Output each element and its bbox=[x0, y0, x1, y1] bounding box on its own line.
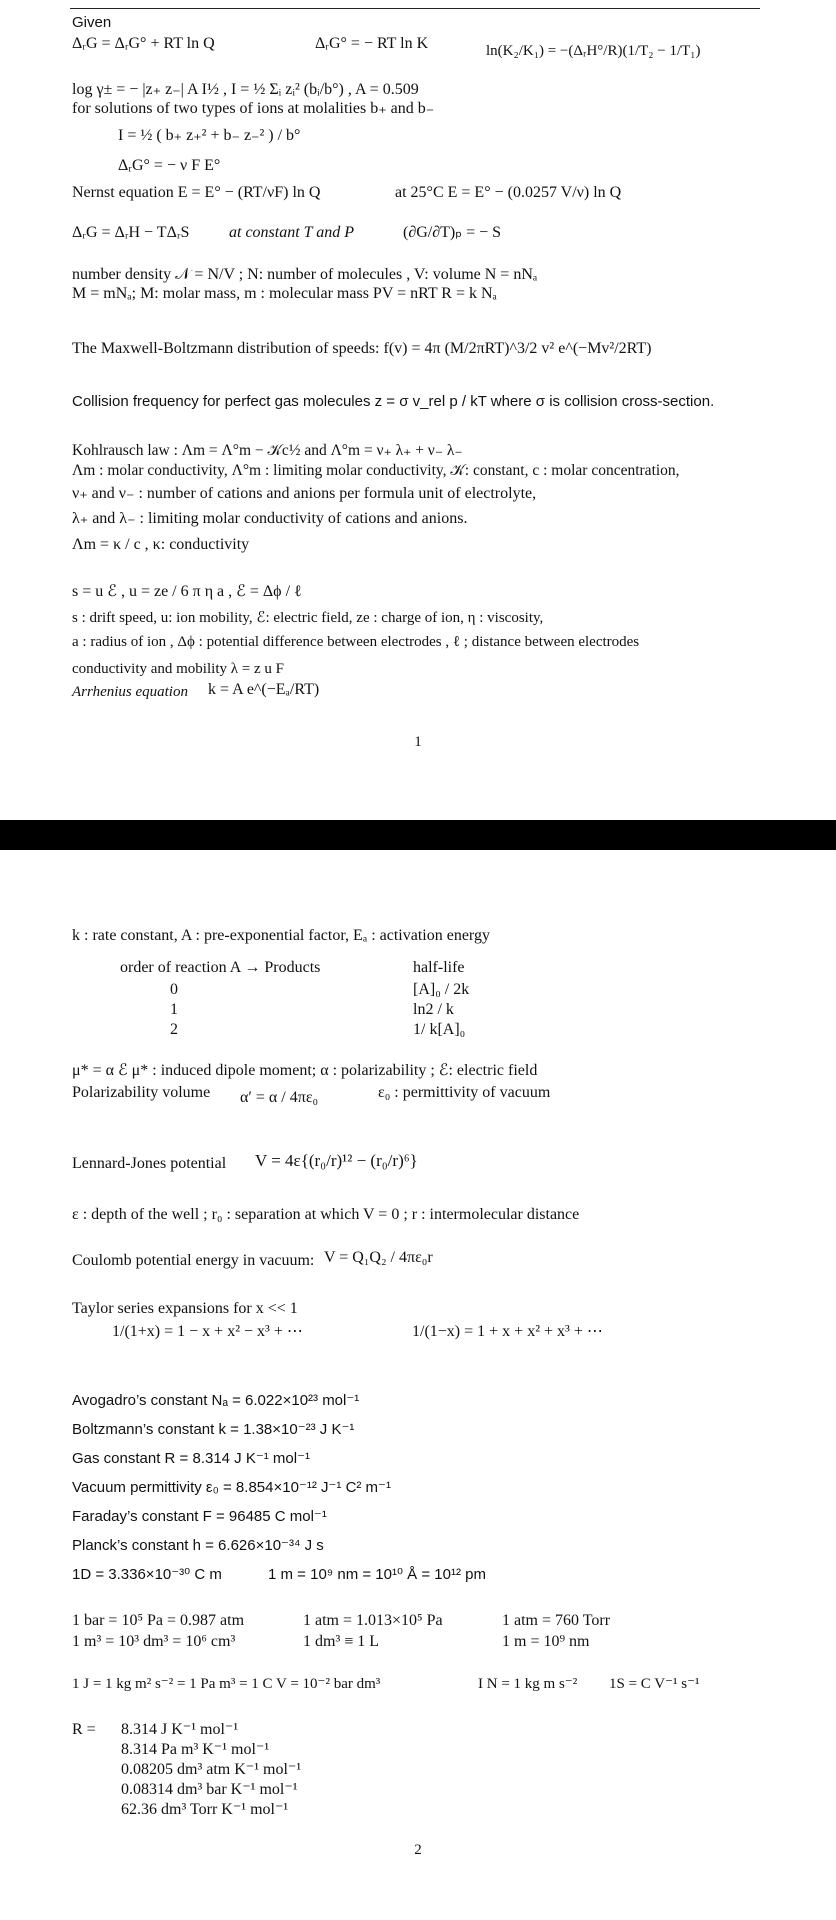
lennard-jones-definitions: ε : depth of the well ; r₀ : separation at which V = 0 ; r : intermolecular distance bbox=[72, 1206, 580, 1223]
gas-constant-label: R = bbox=[72, 1721, 96, 1738]
ion-radius-definitions: a : radius of ion , Δϕ : potential difference between electrodes , ℓ ; distance between electrodes bbox=[72, 634, 640, 650]
gibbs-enthalpy-entropy: ΔᵣG = ΔᵣH − TΔᵣS bbox=[72, 224, 190, 241]
gibbs-emf-equation: ΔᵣG° = − ν F E° bbox=[118, 157, 221, 174]
half-life-value: ln2 / k bbox=[413, 1001, 454, 1018]
half-life-value: [A]₀ / 2k bbox=[413, 981, 470, 998]
constant-line: Avogadro’s constant Nₐ = 6.022×10²³ mol⁻¹ bbox=[72, 1392, 360, 1409]
nernst-25c-equation: at 25°C E = E° − (0.0257 V/ν) ln Q bbox=[395, 184, 622, 201]
constant-line: Planck’s constant h = 6.626×10⁻³⁴ J s bbox=[72, 1537, 324, 1554]
page-1 bbox=[0, 0, 836, 820]
atm-pa-conversion: 1 atm = 1.013×10⁵ Pa bbox=[303, 1612, 443, 1629]
gas-constant-value: 8.314 J K⁻¹ mol⁻¹ bbox=[121, 1721, 239, 1738]
constant-line: Vacuum permittivity ε₀ = 8.854×10⁻¹² J⁻¹ C² m⁻¹ bbox=[72, 1479, 391, 1496]
order-value: 2 bbox=[170, 1021, 178, 1038]
gibbs-equation: ΔᵣG = ΔᵣG° + RT ln Q bbox=[72, 35, 215, 52]
coulomb-label: Coulomb potential energy in vacuum: bbox=[72, 1252, 315, 1269]
order-value: 0 bbox=[170, 981, 178, 998]
molar-mass-line: M = mNₐ; M: molar mass, m : molecular mass PV = nRT R = k Nₐ bbox=[72, 285, 497, 302]
constant-tp-text: at constant T and P bbox=[229, 224, 355, 241]
arrhenius-label: Arrhenius equation bbox=[72, 684, 188, 700]
half-life-value: 1/ k[A]₀ bbox=[413, 1021, 466, 1038]
taylor-series-heading: Taylor series expansions for x << 1 bbox=[72, 1300, 298, 1317]
metre-conversion-line: 1 m = 10⁹ nm = 10¹⁰ Å = 10¹² pm bbox=[268, 1566, 486, 1583]
atm-torr-conversion: 1 atm = 760 Torr bbox=[502, 1612, 611, 1629]
bar-conversion: 1 bar = 10⁵ Pa = 0.987 atm bbox=[72, 1612, 245, 1629]
ionic-strength-equation: I = ½ ( b₊ z₊² + b₋ z₋² ) / b° bbox=[118, 127, 301, 144]
coulomb-equation: V = Q₁Q₂ / 4πε₀r bbox=[324, 1249, 433, 1266]
polarizability-volume-equation: α′ = α / 4πε₀ bbox=[240, 1089, 319, 1106]
taylor-expansion-minus: 1/(1−x) = 1 + x + x² + x³ + ⋯ bbox=[412, 1323, 603, 1340]
drift-speed-definitions: s : drift speed, u: ion mobility, ℰ: electric field, ze : charge of ion, η : viscosity, bbox=[72, 610, 544, 626]
nernst-equation: Nernst equation E = E° − (RT/νF) ln Q bbox=[72, 184, 321, 201]
gas-constant-value: 0.08205 dm³ atm K⁻¹ mol⁻¹ bbox=[121, 1761, 302, 1778]
gas-constant-value: 8.314 Pa m³ K⁻¹ mol⁻¹ bbox=[121, 1741, 270, 1758]
molar-conductivity-definitions: Λm : molar conductivity, Λ°m : limiting molar conductivity, 𝒦: constant, c : molar concentration, bbox=[72, 462, 680, 479]
vacuum-permittivity-definition: ε₀ : permittivity of vacuum bbox=[378, 1084, 551, 1101]
constant-line: Faraday’s constant F = 96485 C mol⁻¹ bbox=[72, 1508, 327, 1525]
conductivity-mobility-line: conductivity and mobility λ = z u F bbox=[72, 661, 284, 677]
page-2 bbox=[0, 850, 836, 1920]
half-life-column-header: half-life bbox=[413, 959, 465, 976]
given-heading: Given bbox=[72, 14, 112, 31]
top-rule bbox=[70, 8, 760, 9]
joule-conversion: 1 J = 1 kg m² s⁻² = 1 Pa m³ = 1 C V = 10⁻² bar dm³ bbox=[72, 1676, 381, 1692]
debye-unit-line: 1D = 3.336×10⁻³⁰ C m bbox=[72, 1566, 222, 1583]
taylor-expansion-plus: 1/(1+x) = 1 − x + x² − x³ + ⋯ bbox=[112, 1323, 303, 1340]
gas-constant-value: 62.36 dm³ Torr K⁻¹ mol⁻¹ bbox=[121, 1801, 289, 1818]
constant-line: Gas constant R = 8.314 J K⁻¹ mol⁻¹ bbox=[72, 1450, 311, 1467]
kohlrausch-law-line: Kohlrausch law : Λm = Λ°m − 𝒦c½ and Λ°m = ν₊ λ₊ + ν₋ λ₋ bbox=[72, 442, 463, 459]
siemens-conversion: 1S = C V⁻¹ s⁻¹ bbox=[609, 1676, 700, 1692]
polarizability-volume-label: Polarizability volume bbox=[72, 1084, 211, 1101]
order-value: 1 bbox=[170, 1001, 178, 1018]
two-ion-types-text: for solutions of two types of ions at molalities b₊ and b₋ bbox=[72, 100, 435, 117]
arrhenius-equation: k = A e^(−Eₐ/RT) bbox=[208, 681, 320, 698]
page-number: 1 bbox=[414, 734, 422, 750]
gas-constant-value: 0.08314 dm³ bar K⁻¹ mol⁻¹ bbox=[121, 1781, 298, 1798]
lennard-jones-label: Lennard-Jones potential bbox=[72, 1155, 227, 1172]
ion-count-definitions: ν₊ and ν₋ : number of cations and anions per formula unit of electrolyte, bbox=[72, 485, 537, 502]
cubic-metre-conversion: 1 m³ = 10³ dm³ = 10⁶ cm³ bbox=[72, 1633, 236, 1650]
rate-constant-definitions: k : rate constant, A : pre-exponential factor, Eₐ : activation energy bbox=[72, 927, 490, 944]
constant-line: Boltzmann’s constant k = 1.38×10⁻²³ J K⁻¹ bbox=[72, 1421, 355, 1438]
induced-dipole-line: μ* = α ℰ μ* : induced dipole moment; α : polarizability ; ℰ: electric field bbox=[72, 1062, 538, 1079]
litre-conversion: 1 dm³ ≡ 1 L bbox=[303, 1633, 380, 1650]
page-number: 2 bbox=[414, 1842, 422, 1858]
vant-hoff-equation: ln(K₂/K₁) = −(ΔᵣH°/R)(1/T₂ − 1/T₁) bbox=[486, 43, 701, 59]
newton-conversion: I N = 1 kg m s⁻² bbox=[478, 1676, 578, 1692]
limiting-conductivity-definitions: λ₊ and λ₋ : limiting molar conductivity of cations and anions. bbox=[72, 510, 468, 527]
lennard-jones-equation: V = 4ε{(r₀/r)¹² − (r₀/r)⁶} bbox=[255, 1151, 418, 1170]
conductivity-relation: Λm = κ / c , κ: conductivity bbox=[72, 536, 250, 553]
collision-frequency-line: Collision frequency for perfect gas molecules z = σ v_rel p / kT where σ is collision cross-section. bbox=[72, 393, 715, 410]
standard-gibbs-equation: ΔᵣG° = − RT ln K bbox=[315, 35, 429, 52]
order-column-header: order of reaction A → Products bbox=[120, 959, 321, 976]
gibbs-temperature-derivative: (∂G/∂T)ₚ = − S bbox=[403, 224, 502, 241]
maxwell-boltzmann-line: The Maxwell-Boltzmann distribution of speeds: f(v) = 4π (M/2πRT)^3/2 v² e^(−Mv²/2RT) bbox=[72, 340, 652, 357]
drift-speed-equations: s = u ℰ , u = ze / 6 π η a , ℰ = Δϕ / ℓ bbox=[72, 583, 302, 600]
number-density-line: number density 𝒩 = N/V ; N: number of molecules , V: volume N = nNₐ bbox=[72, 266, 538, 283]
metre-nanometre-conversion: 1 m = 10⁹ nm bbox=[502, 1633, 590, 1650]
debye-huckel-equation: log γ± = − |z₊ z₋| A I½ , I = ½ Σᵢ zᵢ² (bᵢ/b°) , A = 0.509 bbox=[72, 81, 419, 98]
